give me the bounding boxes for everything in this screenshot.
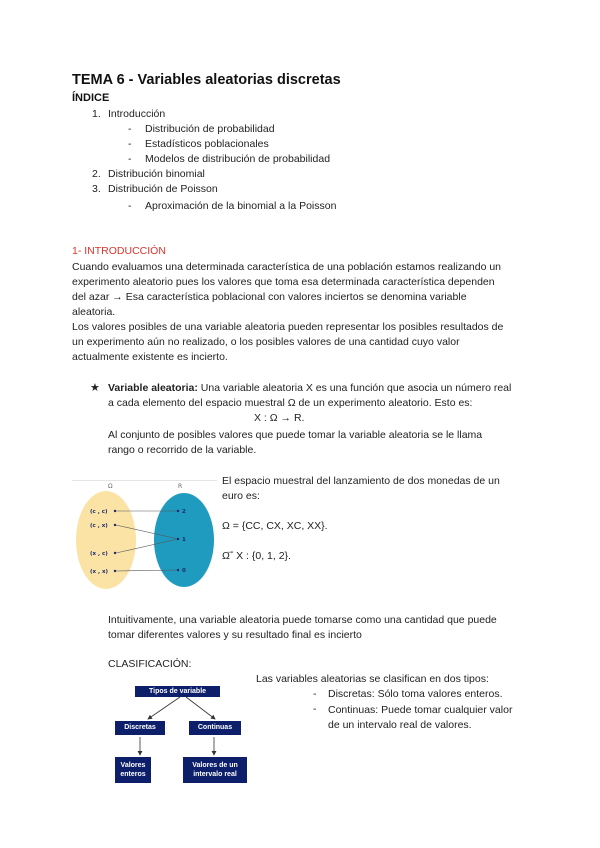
types-intro: Las variables aleatorias se clasifican en dos tipos:	[256, 673, 489, 685]
definition-text: a cada elemento del espacio muestral Ω de un experimento aleatorio. Esto es:	[108, 397, 473, 409]
index-item-num: 3.	[92, 183, 101, 195]
omega-map: Ω ⃗ X : {0, 1, 2}.	[222, 550, 291, 562]
tree-root: Tipos de variable	[135, 686, 220, 697]
leaf-line: enteros	[120, 771, 146, 778]
value-label: 1	[182, 537, 186, 543]
outcome-label: (c , c)	[90, 509, 108, 515]
type-item	[328, 703, 528, 733]
paragraph-line: un experimento aún no realizado, o los posibles valores de una cantidad cuyo valor	[72, 336, 460, 348]
index-heading: ÍNDICE	[72, 92, 110, 104]
index-item: Distribución de probabilidad	[145, 123, 275, 135]
index-item: Modelos de distribución de probabilidad	[145, 153, 331, 165]
dot	[114, 570, 116, 572]
section-heading: 1- INTRODUCCIÓN	[72, 245, 166, 257]
type-item: Discretas: Sólo toma valores enteros.	[328, 688, 503, 700]
omega-label: Ω	[108, 483, 113, 490]
value-label: 2	[182, 509, 186, 515]
index-item-num: 2.	[92, 168, 101, 180]
definition-text: Una variable aleatoria X es una función que asocia un número real	[197, 382, 512, 394]
paragraph-line: Los valores posibles de una variable aleatoria pueden representar los posibles resultados de	[72, 321, 504, 333]
index-item: Aproximación de la binomial a la Poisson	[145, 200, 337, 212]
r-label: R	[178, 483, 183, 490]
tree-node-continuas: Continuas	[189, 721, 241, 735]
index-item: Introducción	[108, 108, 166, 120]
range-paragraph	[108, 428, 528, 458]
paragraph-line: Continuas: Puede tomar cualquier valor	[328, 704, 513, 716]
formula: X : Ω → R.	[254, 412, 305, 424]
paragraph-line: tomar diferentes valores y su resultado final es incierto	[108, 629, 362, 641]
paragraph-line: Cuando evaluamos una determinada característica de una población estamos realizando un	[72, 261, 502, 273]
index-item: Estadísticos poblacionales	[145, 138, 269, 150]
paragraph-line: experimento aleatorio pues los valores que toma esa determinada característica dependen	[72, 276, 495, 288]
leaf-line: Valores	[120, 762, 146, 769]
venn-diagram	[72, 478, 217, 590]
definition-term: Variable aleatoria:	[108, 382, 198, 394]
dot	[114, 524, 116, 526]
star-bullet-icon: ★	[90, 382, 100, 394]
index-item: Distribución de Poisson	[108, 183, 218, 195]
tree-arrow	[148, 697, 180, 719]
type-dash: -	[313, 688, 317, 700]
index-item-dash: -	[128, 200, 132, 212]
type-dash: -	[313, 703, 317, 715]
outcome-label: (x , x)	[90, 569, 109, 575]
paragraph-line: Al conjunto de posibles valores que puede tomar la variable aleatoria se le llama	[108, 429, 483, 441]
tree-leaf-discretas	[115, 757, 151, 783]
paragraph-line: de un intervalo real de valores.	[328, 719, 472, 731]
paragraph-line: Intuitivamente, una variable aleatoria puede tomarse como una cantidad que puede	[108, 614, 497, 626]
paragraph-line: actualmente existente es incierto.	[72, 351, 228, 363]
index-item-dash: -	[128, 153, 132, 165]
value-label: 0	[182, 568, 186, 574]
index-item: Distribución binomial	[108, 168, 205, 180]
dot	[177, 538, 179, 540]
dot	[177, 569, 179, 571]
dot	[114, 510, 116, 512]
dot	[177, 510, 179, 512]
paragraph-line: rango o recorrido de la variable.	[108, 444, 257, 456]
intuitive-paragraph	[108, 613, 528, 643]
coin-example	[222, 474, 528, 504]
tree-arrow	[186, 697, 215, 719]
leaf-line: Valores de un	[192, 762, 238, 769]
paragraph-line: aleatoria.	[72, 306, 116, 318]
tree-leaf-continuas	[183, 757, 247, 783]
outcome-label: (x , c)	[90, 551, 108, 557]
classification-heading: CLASIFICACIÓN:	[108, 658, 192, 670]
index-item-num: 1.	[92, 108, 101, 120]
paragraph-line: El espacio muestral del lanzamiento de dos monedas de un	[222, 475, 500, 487]
leaf-line: intervalo real	[193, 771, 237, 778]
page-title: TEMA 6 - Variables aleatorias discretas	[72, 72, 341, 88]
dot	[114, 552, 116, 554]
outcome-label: (c , x)	[90, 523, 108, 529]
paragraph-line: euro es:	[222, 490, 260, 502]
paragraph-line: del azar → Esa característica poblacional con valores inciertos se denomina variable	[72, 291, 467, 303]
definition-block	[108, 381, 528, 411]
paragraph-1	[72, 260, 528, 320]
omega-set: Ω = {CC, CX, XC, XX}.	[222, 520, 328, 532]
paragraph-2	[72, 320, 528, 365]
index-item-dash: -	[128, 123, 132, 135]
tree-node-discretas: Discretas	[115, 721, 165, 735]
classification-tree	[110, 677, 255, 787]
index-item-dash: -	[128, 138, 132, 150]
